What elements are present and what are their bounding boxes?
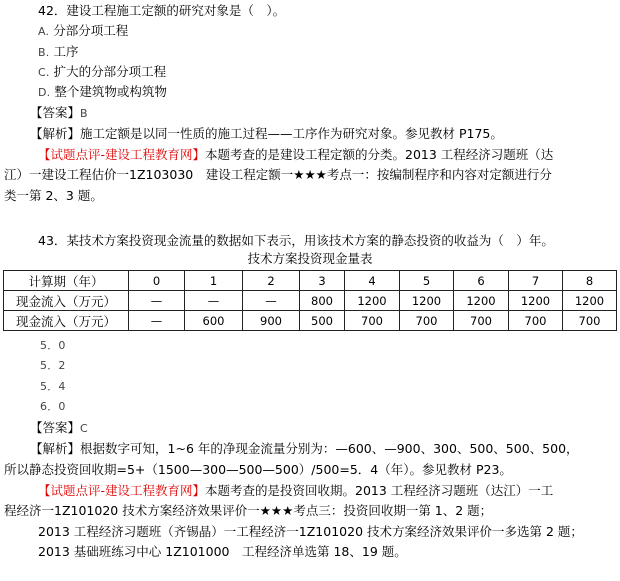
answer-value: C — [80, 422, 88, 435]
table-header-cell: 5 — [400, 271, 454, 291]
table-title: 技术方案投资现金量表 — [247, 251, 373, 266]
analysis-label: 【解析】 — [30, 126, 81, 141]
q42-option-c — [38, 64, 166, 81]
table-header-cell: 4 — [345, 271, 400, 291]
analysis-text: 施工定额是以同一性质的施工过程——工序作为研究对象。参见教材 P175。 — [80, 126, 503, 141]
q43-analysis-line-2: 所以静态投资回收期=5+（1500—300—500—500）/500=5．4（年）。参见教材 P23。 — [4, 462, 512, 477]
comment-tag: 【试题点评-建设工程教育网】 — [38, 483, 206, 498]
table-header-row — [4, 271, 617, 291]
table-cell: — — [185, 291, 243, 311]
table-cell: 700 — [563, 311, 617, 331]
table-cell: — — [129, 311, 185, 331]
table-header-cell: 7 — [509, 271, 563, 291]
comment-text: 本题考查的是投资回收期。2013 工程经济习题班（达江）一工 — [205, 483, 554, 498]
answer-value: B — [80, 107, 88, 120]
q42-option-a — [38, 23, 128, 40]
option-letter: D. — [38, 86, 51, 99]
option-text: 整个建筑物或构筑物 — [54, 84, 167, 99]
q43-option-4: 6．0 — [40, 400, 66, 413]
table-cell: 700 — [345, 311, 400, 331]
table-cell: 600 — [185, 311, 243, 331]
table-cell: 700 — [509, 311, 563, 331]
comment-tag: 【试题点评-建设工程教育网】 — [38, 147, 206, 162]
analysis-text: 根据数字可知，1~6 年的净现金流量分别为：—600、—900、300、500、500、500， — [80, 441, 579, 456]
option-text: 分部分项工程 — [53, 23, 129, 38]
table-header-cell: 0 — [129, 271, 185, 291]
table-cell: 700 — [454, 311, 509, 331]
option-text: 工序 — [53, 44, 79, 59]
q43-comment-line-3: 2013 工程经济习题班（齐锡晶）一工程经济一1Z101020 技术方案经济效果评价一多选第 2 题； — [38, 524, 583, 539]
table-header-cell: 2 — [243, 271, 300, 291]
table-cell: 1200 — [509, 291, 563, 311]
table-header-cell: 3 — [300, 271, 345, 291]
q42-comment-line-1 — [38, 147, 553, 163]
table-row — [4, 311, 617, 331]
option-letter: A. — [38, 25, 50, 38]
q43-option-3: 5．4 — [40, 380, 66, 393]
comment-text: 本题考查的是建设工程定额的分类。2013 工程经济习题班（达 — [205, 147, 554, 162]
q43-option-1: 5．0 — [40, 339, 66, 352]
q43-comment-line-4: 2013 基础班练习中心 1Z101000 工程经济单选第 18、19 题。 — [38, 544, 407, 559]
table-cell: — — [129, 291, 185, 311]
q42-option-d — [38, 84, 167, 101]
table-cell: 1200 — [454, 291, 509, 311]
q42-option-b — [38, 44, 78, 61]
table-cell: 500 — [300, 311, 345, 331]
q43-comment-line-2: 程经济一1Z101020 技术方案经济效果评价一★★★考点三：投资回收期一第 1、2 题； — [4, 503, 493, 518]
table-cell: 1200 — [345, 291, 400, 311]
table-cell: 1200 — [563, 291, 617, 311]
q42-answer — [30, 105, 88, 122]
table-header-cell: 计算期（年） — [4, 271, 129, 291]
option-letter: C. — [38, 66, 50, 79]
table-cell: 现金流入（万元） — [4, 291, 129, 311]
q43-comment-line-1 — [38, 483, 553, 499]
q43-answer — [30, 420, 88, 437]
table-header-cell: 6 — [454, 271, 509, 291]
table-cell: 700 — [400, 311, 454, 331]
cash-flow-table — [3, 270, 617, 331]
option-letter: B. — [38, 46, 50, 59]
q43-analysis-line-1 — [30, 441, 579, 457]
table-cell: 800 — [300, 291, 345, 311]
table-cell: 现金流入（万元） — [4, 311, 129, 331]
q43-stem: 43．某技术方案投资现金流量的数据如下表示，用该技术方案的静态投资的收益为（ ）年。 — [38, 233, 554, 248]
table-cell: 1200 — [400, 291, 454, 311]
q42-stem: 42．建设工程施工定额的研究对象是（ ）。 — [38, 3, 286, 18]
q42-comment-line-3: 类一第 2、3 题。 — [4, 188, 103, 203]
option-text: 扩大的分部分项工程 — [53, 64, 167, 79]
table-cell: — — [243, 291, 300, 311]
answer-label: 【答案】 — [30, 420, 81, 435]
answer-label: 【答案】 — [30, 105, 81, 120]
table-row — [4, 291, 617, 311]
q43-option-2: 5．2 — [40, 359, 66, 372]
table-cell: 900 — [243, 311, 300, 331]
table-header-cell: 8 — [563, 271, 617, 291]
analysis-label: 【解析】 — [30, 441, 81, 456]
table-header-cell: 1 — [185, 271, 243, 291]
q42-comment-line-2: 江）一建设工程估价一1Z103030 建设工程定额一★★★考点一：按编制程序和内容对定额进行分 — [4, 167, 552, 182]
q42-analysis — [30, 126, 503, 142]
